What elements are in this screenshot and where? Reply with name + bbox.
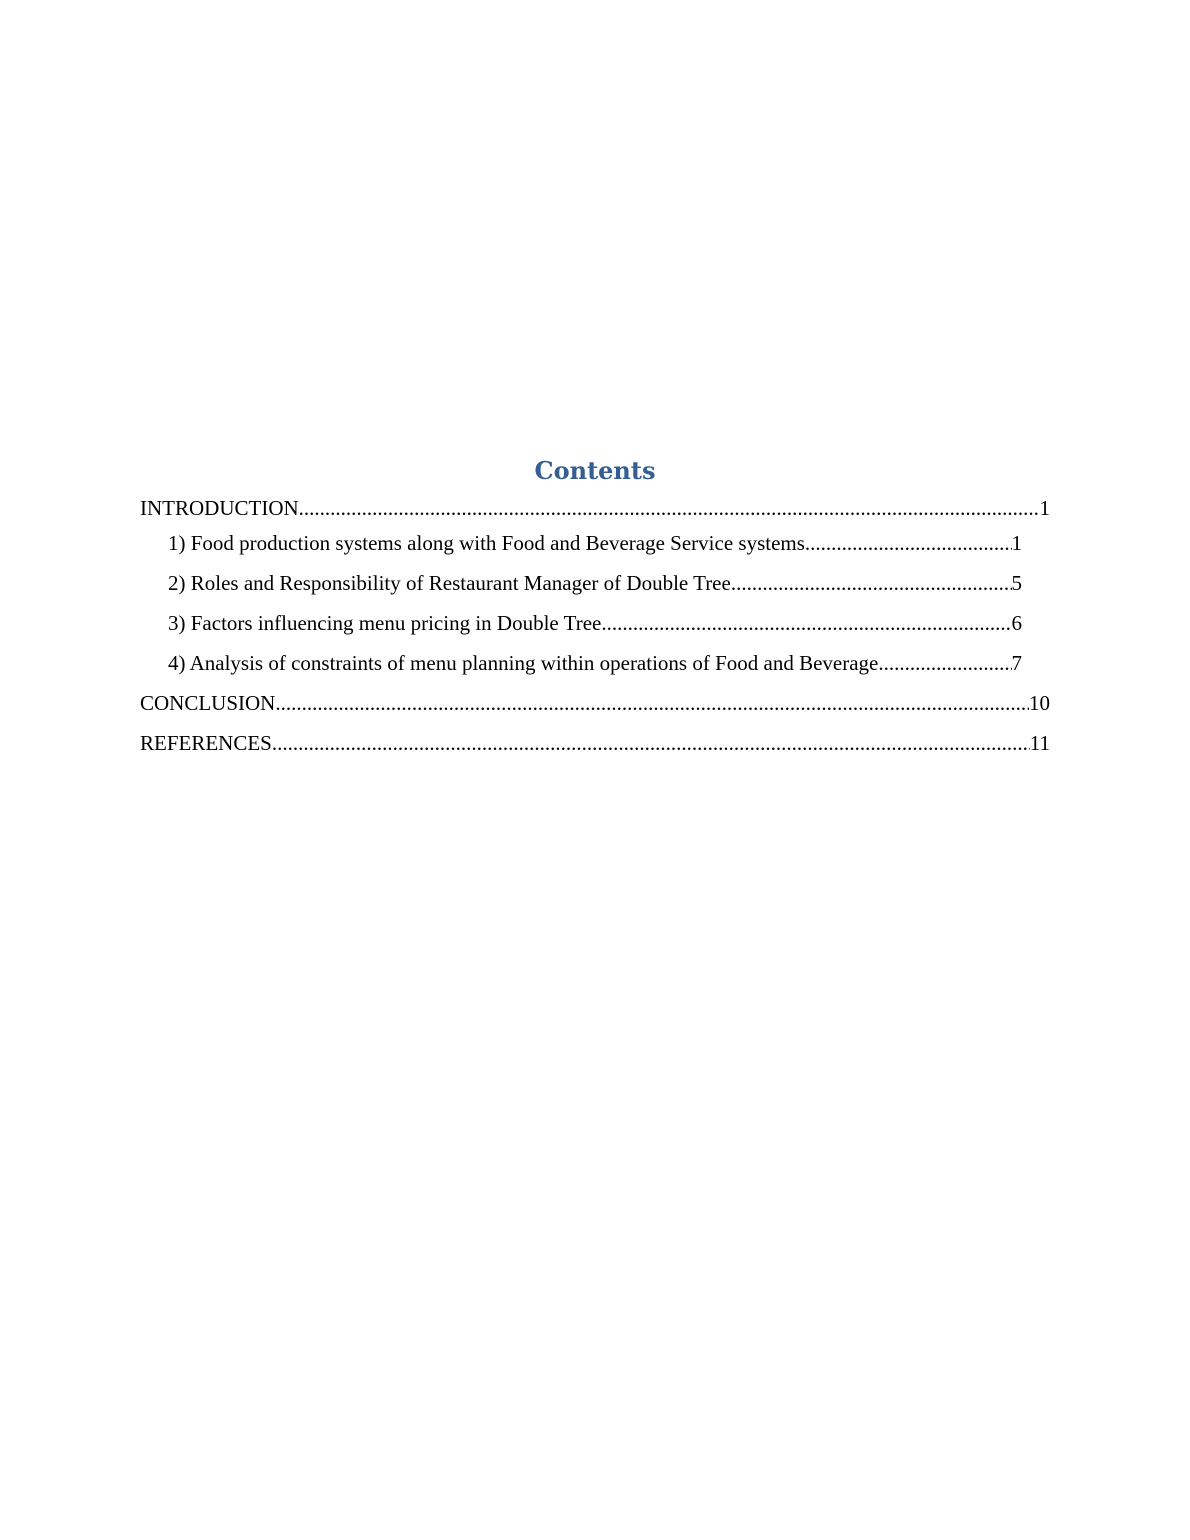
toc-entry-roles-responsibility[interactable]: [168, 563, 1022, 603]
toc-entry-label: 1) Food production systems along with Food and Beverage Service systems: [168, 531, 805, 555]
toc-entry-references[interactable]: [140, 723, 1050, 763]
toc-entry-food-production-systems[interactable]: [168, 523, 1022, 563]
toc-entry-page: 6: [1011, 611, 1022, 635]
toc-entry-label: 4) Analysis of constraints of menu planning within operations of Food and Beverage: [168, 651, 879, 675]
toc-entry-conclusion[interactable]: [140, 683, 1050, 723]
toc-entry-page: 1: [1039, 496, 1050, 520]
toc-dot-leader: [275, 683, 1029, 723]
toc-entry-page: 11: [1029, 731, 1050, 755]
toc-entry-introduction[interactable]: [140, 493, 1050, 523]
toc-entry-page: 7: [1011, 651, 1022, 675]
toc-entry-label: CONCLUSION: [140, 691, 276, 715]
toc-entry-label: REFERENCES: [140, 731, 272, 755]
toc-entry-page: 5: [1011, 571, 1022, 595]
toc-dot-leader: [601, 603, 1011, 643]
toc-dot-leader: [878, 643, 1011, 683]
toc-dot-leader: [805, 523, 1012, 563]
toc-entry-page: 1: [1011, 531, 1022, 555]
toc-dot-leader: [272, 723, 1030, 763]
toc-dot-leader: [731, 563, 1012, 603]
toc-entry-label: 3) Factors influencing menu pricing in Double Tree: [168, 611, 602, 635]
toc-list: [140, 493, 1050, 763]
toc-entry-menu-pricing-factors[interactable]: [168, 603, 1022, 643]
toc-entry-label: INTRODUCTION: [140, 496, 299, 520]
table-of-contents: [140, 455, 1050, 763]
toc-title: Contents: [534, 456, 656, 485]
toc-dot-leader: [299, 493, 1040, 523]
toc-entry-label: 2) Roles and Responsibility of Restaurant Manager of Double Tree: [168, 571, 731, 595]
toc-entry-page: 10: [1029, 691, 1050, 715]
toc-entry-menu-planning-constraints[interactable]: [168, 643, 1022, 683]
